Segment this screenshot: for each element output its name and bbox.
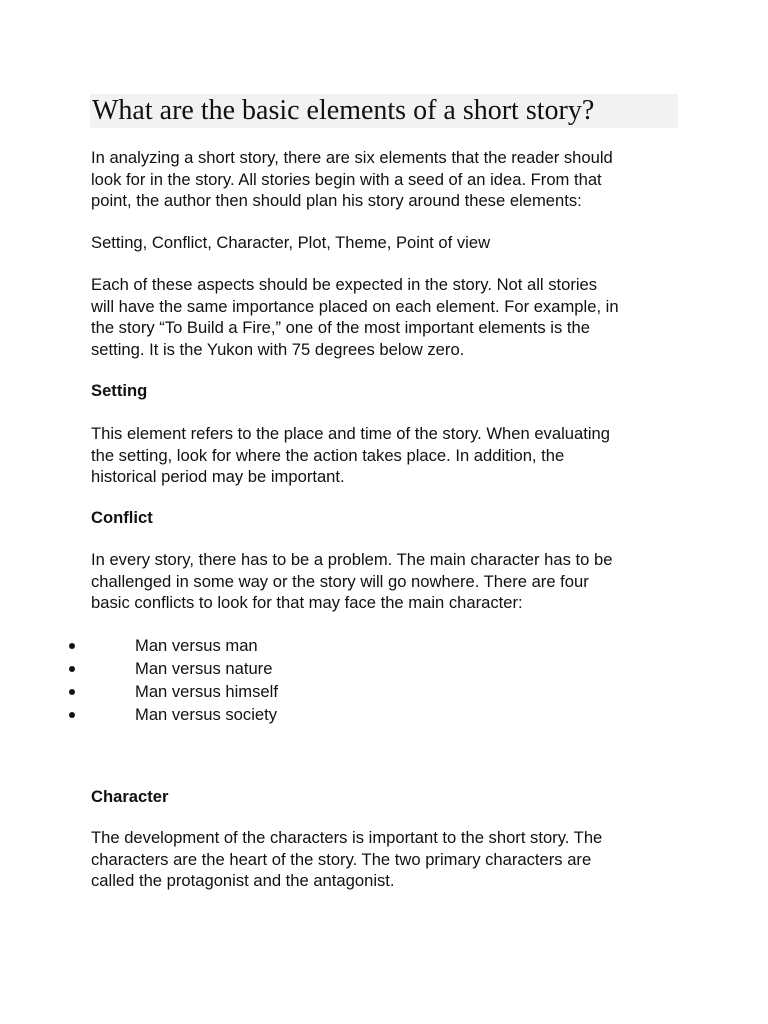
setting-line: the setting, look for where the action takes place. In addition, the: [91, 445, 565, 465]
aspects-line: will have the same importance placed on each element. For example, in: [91, 296, 619, 316]
setting-line: historical period may be important.: [91, 467, 345, 487]
conflict-bullet-list: [0, 634, 768, 726]
bullet-text: Man versus nature: [135, 659, 273, 678]
aspects-line: Each of these aspects should be expected in the story. Not all stories: [91, 275, 598, 294]
bullet-dot-icon: [69, 689, 75, 695]
list-item: [0, 703, 768, 726]
aspects-paragraph: [91, 274, 691, 360]
bullet-dot-icon: [69, 643, 75, 649]
conflict-line: basic conflicts to look for that may face the main character:: [91, 593, 523, 613]
aspects-line: setting. It is the Yukon with 75 degrees below zero.: [91, 339, 465, 359]
bullet-text: Man versus himself: [135, 682, 278, 701]
list-item: [0, 680, 768, 703]
bullet-text: Man versus society: [135, 705, 278, 724]
character-paragraph: [91, 827, 691, 892]
setting-line: This element refers to the place and time of the story. When evaluating: [91, 424, 610, 443]
conflict-heading: Conflict: [91, 508, 153, 527]
page-title: What are the basic elements of a short story?: [90, 94, 678, 128]
bullet-dot-icon: [69, 712, 75, 718]
aspects-line: the story “To Build a Fire,” one of the most important elements is the: [91, 318, 590, 338]
character-line: The development of the characters is important to the short story. The: [91, 828, 603, 847]
bullet-dot-icon: [69, 666, 75, 672]
conflict-line: In every story, there has to be a problem. The main character has to be: [91, 550, 613, 569]
setting-heading: Setting: [91, 381, 148, 400]
setting-paragraph: [91, 423, 691, 488]
list-item: [0, 634, 768, 657]
character-heading: Character: [91, 787, 169, 806]
intro-paragraph: [91, 147, 691, 212]
intro-line: look for in the story. All stories begin with a seed of an idea. From that: [91, 169, 602, 189]
elements-list-line: Setting, Conflict, Character, Plot, Theme, Point of view: [91, 233, 491, 252]
bullet-text: Man versus man: [135, 636, 258, 655]
conflict-paragraph: [91, 549, 691, 614]
conflict-line: challenged in some way or the story will go nowhere. There are four: [91, 571, 589, 591]
character-line: called the protagonist and the antagonist.: [91, 871, 395, 891]
elements-list-paragraph: [91, 232, 691, 254]
intro-line: In analyzing a short story, there are six elements that the reader should: [91, 148, 613, 167]
list-item: [0, 657, 768, 680]
character-line: characters are the heart of the story. The two primary characters are: [91, 849, 592, 869]
intro-line: point, the author then should plan his story around these elements:: [91, 191, 582, 211]
